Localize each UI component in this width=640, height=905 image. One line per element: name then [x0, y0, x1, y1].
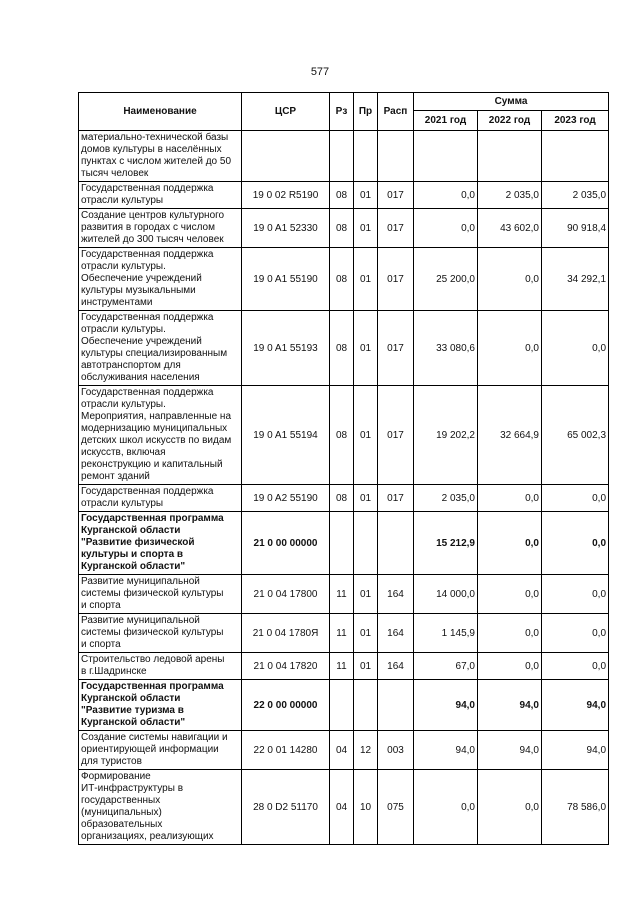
row-name: Строительство ледовой арены в г.Шадринске — [79, 653, 242, 680]
row-amount-2022: 94,0 — [478, 731, 542, 770]
row-csr: 19 0 A1 52330 — [242, 209, 330, 248]
row-amount-2022: 43 602,0 — [478, 209, 542, 248]
row-pr: 01 — [354, 614, 378, 653]
table-row — [79, 731, 609, 770]
row-pr: 01 — [354, 182, 378, 209]
row-rz: 08 — [330, 209, 354, 248]
row-amount-2021: 0,0 — [414, 209, 478, 248]
table-row — [79, 131, 609, 182]
row-rz: 08 — [330, 485, 354, 512]
table-row — [79, 311, 609, 386]
row-amount-2021: 94,0 — [414, 680, 478, 731]
row-csr: 22 0 00 00000 — [242, 680, 330, 731]
row-amount-2023: 2 035,0 — [542, 182, 609, 209]
row-csr: 28 0 D2 51170 — [242, 770, 330, 845]
row-csr: 21 0 04 1780Я — [242, 614, 330, 653]
row-amount-2021 — [414, 131, 478, 182]
row-name: материально-технической базы домов культуры в населённых пунктах с числом жителей до 50 тысяч человек — [79, 131, 242, 182]
row-rz: 08 — [330, 311, 354, 386]
row-rz: 08 — [330, 248, 354, 311]
row-pr: 01 — [354, 209, 378, 248]
table-row — [79, 575, 609, 614]
row-pr — [354, 512, 378, 575]
row-name: Формирование ИТ-инфраструктуры в государственных (муниципальных) образовательных организациях, реализующих — [79, 770, 242, 845]
row-rasp: 164 — [378, 653, 414, 680]
row-pr: 01 — [354, 575, 378, 614]
row-name: Создание системы навигации и ориентирующей информации для туристов — [79, 731, 242, 770]
table-row — [79, 512, 609, 575]
row-amount-2023: 0,0 — [542, 512, 609, 575]
row-csr: 21 0 04 17800 — [242, 575, 330, 614]
row-rasp: 164 — [378, 614, 414, 653]
header-rz: Рз — [330, 93, 354, 131]
row-amount-2022: 0,0 — [478, 311, 542, 386]
row-pr: 01 — [354, 248, 378, 311]
row-amount-2021: 19 202,2 — [414, 386, 478, 485]
row-amount-2023: 90 918,4 — [542, 209, 609, 248]
row-amount-2022: 94,0 — [478, 680, 542, 731]
row-amount-2021: 0,0 — [414, 770, 478, 845]
row-rz: 11 — [330, 575, 354, 614]
row-rz — [330, 131, 354, 182]
budget-table — [78, 92, 609, 845]
row-csr: 19 0 A1 55193 — [242, 311, 330, 386]
table-row — [79, 485, 609, 512]
header-name: Наименование — [79, 93, 242, 131]
table-row — [79, 386, 609, 485]
row-amount-2021: 25 200,0 — [414, 248, 478, 311]
row-amount-2022: 2 035,0 — [478, 182, 542, 209]
row-name: Государственная поддержка отрасли культуры — [79, 485, 242, 512]
row-amount-2021: 15 212,9 — [414, 512, 478, 575]
row-pr: 01 — [354, 653, 378, 680]
row-amount-2023: 78 586,0 — [542, 770, 609, 845]
header-sum: Сумма — [414, 93, 609, 111]
row-amount-2022 — [478, 131, 542, 182]
row-rasp: 017 — [378, 386, 414, 485]
row-amount-2023: 94,0 — [542, 731, 609, 770]
row-amount-2023: 94,0 — [542, 680, 609, 731]
row-csr: 22 0 01 14280 — [242, 731, 330, 770]
row-rasp: 003 — [378, 731, 414, 770]
row-rz: 11 — [330, 614, 354, 653]
header-pr: Пр — [354, 93, 378, 131]
row-rasp — [378, 680, 414, 731]
row-rz — [330, 680, 354, 731]
row-amount-2023: 0,0 — [542, 311, 609, 386]
row-amount-2023: 0,0 — [542, 485, 609, 512]
row-amount-2022: 0,0 — [478, 248, 542, 311]
row-rasp — [378, 512, 414, 575]
row-rasp — [378, 131, 414, 182]
row-name: Государственная поддержка отрасли культуры. Обеспечение учреждений культуры музыкальными инструментами — [79, 248, 242, 311]
row-rz: 11 — [330, 653, 354, 680]
row-csr — [242, 131, 330, 182]
row-amount-2021: 94,0 — [414, 731, 478, 770]
row-amount-2021: 33 080,6 — [414, 311, 478, 386]
row-rasp: 075 — [378, 770, 414, 845]
row-pr: 01 — [354, 386, 378, 485]
header-year-2021: 2021 год — [414, 111, 478, 131]
row-pr: 01 — [354, 311, 378, 386]
row-amount-2022: 0,0 — [478, 485, 542, 512]
row-rz — [330, 512, 354, 575]
header-year-2023: 2023 год — [542, 111, 609, 131]
row-csr: 19 0 02 R5190 — [242, 182, 330, 209]
row-amount-2022: 0,0 — [478, 575, 542, 614]
row-csr: 19 0 A2 55190 — [242, 485, 330, 512]
page-number: 577 — [310, 66, 330, 78]
row-csr: 21 0 00 00000 — [242, 512, 330, 575]
row-rz: 04 — [330, 770, 354, 845]
row-amount-2021: 1 145,9 — [414, 614, 478, 653]
table-row — [79, 182, 609, 209]
row-pr — [354, 131, 378, 182]
row-rasp: 017 — [378, 248, 414, 311]
row-amount-2021: 67,0 — [414, 653, 478, 680]
row-amount-2023: 0,0 — [542, 653, 609, 680]
row-pr: 10 — [354, 770, 378, 845]
row-amount-2023: 0,0 — [542, 614, 609, 653]
row-pr: 01 — [354, 485, 378, 512]
row-amount-2023: 65 002,3 — [542, 386, 609, 485]
row-amount-2023: 34 292,1 — [542, 248, 609, 311]
header-rasp: Расп — [378, 93, 414, 131]
row-name: Развитие муниципальной системы физической культуры и спорта — [79, 614, 242, 653]
row-name: Государственная поддержка отрасли культуры. Мероприятия, направленные на модернизацию муниципальных детских школ искусств по видам искусств, включая реконструкцию и капитальный ремонт зданий — [79, 386, 242, 485]
row-csr: 19 0 A1 55190 — [242, 248, 330, 311]
row-name: Государственная поддержка отрасли культуры. Обеспечение учреждений культуры специализированным автотранспортом для обслуживания населения — [79, 311, 242, 386]
row-amount-2022: 0,0 — [478, 770, 542, 845]
row-csr: 21 0 04 17820 — [242, 653, 330, 680]
row-amount-2023: 0,0 — [542, 575, 609, 614]
row-rasp: 164 — [378, 575, 414, 614]
row-name: Государственная программа Курганской области "Развитие физической культуры и спорта в Курганской области" — [79, 512, 242, 575]
header-csr: ЦСР — [242, 93, 330, 131]
row-amount-2022: 0,0 — [478, 512, 542, 575]
row-rasp: 017 — [378, 485, 414, 512]
table-row — [79, 248, 609, 311]
table-row — [79, 209, 609, 248]
row-name: Государственная поддержка отрасли культуры — [79, 182, 242, 209]
row-name: Государственная программа Курганской области "Развитие туризма в Курганской области" — [79, 680, 242, 731]
row-amount-2021: 2 035,0 — [414, 485, 478, 512]
row-amount-2022: 0,0 — [478, 653, 542, 680]
row-rasp: 017 — [378, 311, 414, 386]
row-name: Создание центров культурного развития в городах с числом жителей до 300 тысяч человек — [79, 209, 242, 248]
row-rz: 04 — [330, 731, 354, 770]
table-row — [79, 614, 609, 653]
row-rz: 08 — [330, 182, 354, 209]
table-row — [79, 680, 609, 731]
row-rasp: 017 — [378, 209, 414, 248]
row-amount-2022: 32 664,9 — [478, 386, 542, 485]
row-name: Развитие муниципальной системы физической культуры и спорта — [79, 575, 242, 614]
row-pr — [354, 680, 378, 731]
table-row — [79, 770, 609, 845]
row-rz: 08 — [330, 386, 354, 485]
row-amount-2021: 14 000,0 — [414, 575, 478, 614]
table-row — [79, 653, 609, 680]
header-year-2022: 2022 год — [478, 111, 542, 131]
row-amount-2022: 0,0 — [478, 614, 542, 653]
row-amount-2023 — [542, 131, 609, 182]
row-pr: 12 — [354, 731, 378, 770]
row-amount-2021: 0,0 — [414, 182, 478, 209]
row-csr: 19 0 A1 55194 — [242, 386, 330, 485]
row-rasp: 017 — [378, 182, 414, 209]
